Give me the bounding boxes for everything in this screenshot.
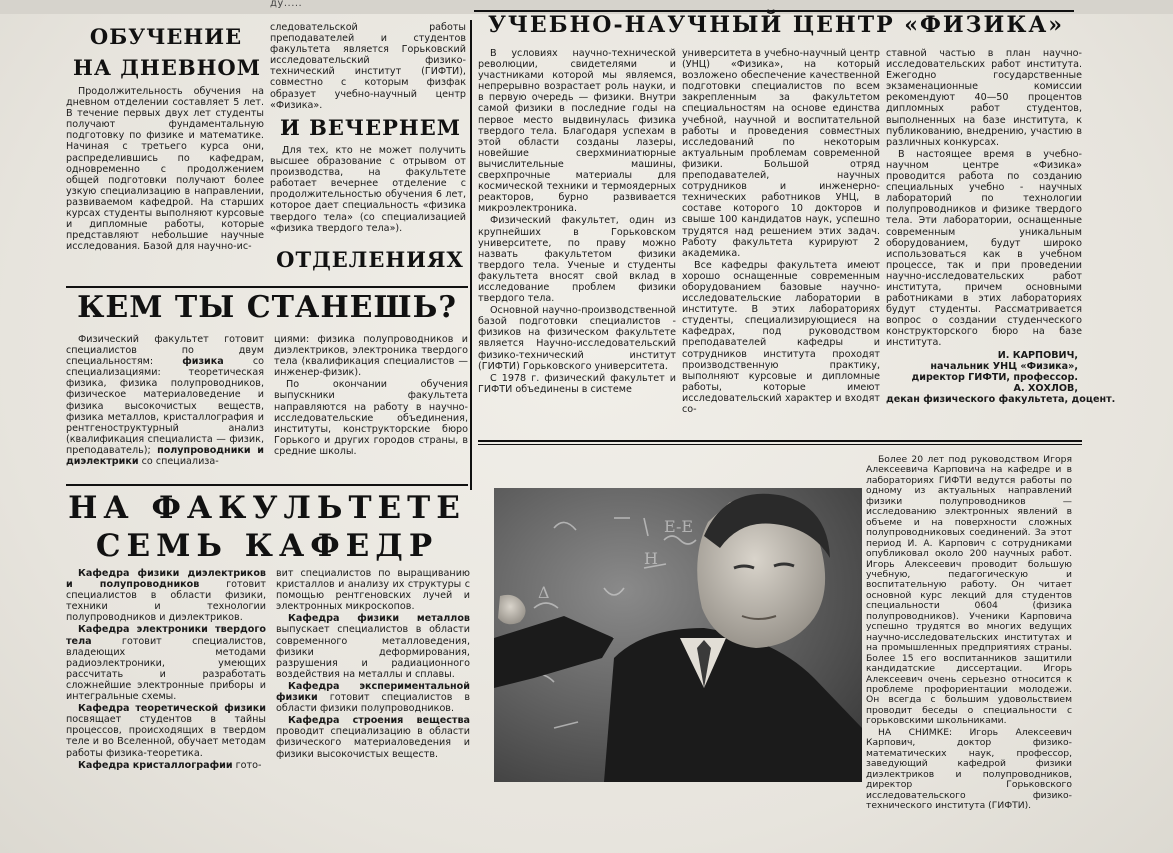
career-title: КЕМ ТЫ СТАНЕШЬ?	[77, 290, 457, 325]
dept-1-desc: готовит специалистов в области физики, техники и технологии полупроводников и диэлектриков.	[66, 579, 266, 624]
dept-2-name: Кафедра электроники твердого тела	[66, 624, 266, 647]
career-spec1-desc: со специализациями: теоретическая физика, физика полупроводников, физическое материаловедение и физика высокочистых веществ, физика металлов, кристаллография и рентгеноструктурный анализ (квалификация специалиста — физик, преподаватель);	[66, 356, 264, 456]
dept-4-name: Кафедра кристаллографии	[78, 759, 233, 771]
study-body	[66, 86, 264, 252]
svg-text:E-E: E-E	[664, 517, 694, 536]
dept-1	[66, 568, 266, 623]
dept-4-cont	[276, 568, 470, 612]
center-col3-p1: ставной частью в план научно-исследовательских работ института. Ежегодно государственные экзаменационные комиссии рекомендуют 40—50 процентов дипломных работ студентов, выполненных на базе института, к публикованию, внедрению, участию в различных конкурсах.	[886, 48, 1082, 148]
center-title: УЧЕБНО-НАУЧНЫЙ ЦЕНТР «ФИЗИКА»	[487, 12, 1065, 38]
dept-4-desc: гото-	[232, 759, 262, 771]
dept-3	[66, 703, 266, 758]
signature-name-1: И. КАРПОВИЧ,	[997, 350, 1078, 361]
dept-7-name: Кафедра строения вещества	[288, 715, 470, 727]
caption-paragraph-2: НА СНИМКЕ: Игорь Алексеевич Карпович, доктор физико-математических наук, профессор, заведующий кафедрой физики диэлектриков и полупроводников, директор Горьковского исследовательского физико-технического института (ГИФТИ).	[866, 726, 1072, 811]
career-col2	[274, 334, 468, 457]
departments-col2	[276, 568, 470, 760]
signature-name-2: А. ХОХЛОВ,	[1013, 383, 1078, 394]
evening-title: И ВЕЧЕРНЕМ	[280, 115, 461, 140]
dept-7	[276, 715, 470, 759]
career-spec2: полупроводники и диэлектрики	[66, 444, 264, 468]
photo-top-rule-2	[478, 444, 1082, 445]
faculty-title-2: СЕМЬ КАФЕДР	[95, 528, 439, 564]
dept-2-desc: готовит специалистов, владеющих методами радиоэлектроники, умеющих рассчитать и разработать сложнейшие электронные приборы и интегральные схемы.	[66, 635, 266, 703]
career-col2-p2: По окончании обучения выпускники факультета направляются на работу в научно-исследовательские объединения, институты, конструкторские бюро Горького и других городов страны, в средние школы.	[274, 379, 468, 457]
center-col2	[682, 48, 880, 415]
divider-2	[66, 484, 468, 486]
center-col3-p2: В настоящее время в учебно-научном центре «Физика» проводится работа по созданию специальных учебно - научных лабораторий по технологии полупроводников и физике твердого тела. Эти лаборатории, оснащенные современным уникальным оборудованием, будут широко использоваться как в учебном процессе, так и при проведении научно-исследовательских работ института, причем основными работниками в этих лабораториях будут студенты. Рассматривается вопрос о создании студенческого конструкторского бюро на базе института.	[886, 148, 1082, 349]
center-col1-p2: Физический факультет, один из крупнейших в Горьковском университете, по праву можно назвать факультетом физики твердого тела. Ученые и студенты факультета вносят свой вклад в исследование проблем физики твердого тела.	[478, 215, 676, 305]
signature-role-1b: директор ГИФТИ, профессор.	[911, 372, 1078, 383]
dept-2	[66, 624, 266, 702]
dept-5-desc: выпускает специалистов в области современного металловедения, физики деформирования, разрушения и радиационного воздействия на металлы и сплавы.	[276, 624, 470, 680]
study-paragraph: Продолжительность обучения на дневном отделении составляет 5 лет. В течение первых двух лет студенты получают фундаментальную подготовку по физике и математике. Начиная с третьего курса они, распределившись по кафедрам, одновременно с продолжением общей подготовки получают более узкую специализацию в направлении, развиваемом кафедрой. На старших курсах студенты выполняют курсовые и дипломные работы, которые представляют небольшие научные исследования. Базой для научно-ис-	[66, 86, 264, 253]
dept-4-cont-desc: вит специалистов по выращиванию кристаллов и анализу их структуры с помощью рентгеновских лучей и электронных микроскопов.	[276, 568, 470, 613]
dept-6-desc: готовит специалистов в области физики полупроводников.	[276, 692, 470, 715]
career-intro: Физический факультет готовит специалистов по двум специальностям:	[66, 334, 264, 368]
dept-4	[66, 760, 266, 771]
study-col2	[270, 22, 466, 111]
departments-title: ОТДЕЛЕНИЯХ	[276, 247, 464, 272]
career-spec2-desc: со специализа-	[138, 456, 219, 468]
signatures	[886, 350, 1116, 405]
dept-1-name: Кафедра физики диэлектриков и полупроводников	[66, 568, 266, 591]
study-title-2: НА ДНЕВНОМ	[73, 55, 261, 80]
dept-6	[276, 681, 470, 714]
study-col2-p1: следовательской работы преподавателей и студентов факультета является Горьковский исследовательский физико-технический институт (ГИФТИ), совместно с которым физфак образует учебно-научный центр «Физика».	[270, 22, 466, 111]
center-col1-p3: Основной научно-производственной базой подготовки специалистов - физиков на физическом факультете является Научно-исследовательский физико-технический институт (ГИФТИ) Горьковского университета.	[478, 305, 676, 372]
center-col1-p1: В условиях научно-технической революции, свидетелями и участниками которой мы являемся, непрерывно возрастает роль науки, и в первую очередь — физики. Внутри самой физики в последние годы на первое место выдвинулась физика твердого тела. Благодаря успехам в этой области созданы лазеры, новейшие сверхминиатюрные вычислительные машины, сверхпрочные материалы для космической техники и термоядерных реакторов, бурно развивается микроэлектроника.	[478, 48, 676, 215]
portrait-illustration	[494, 488, 862, 782]
center-col2-p1: университета в учебно-научный центр (УНЦ) «Физика», на который возложено обеспечение качественной подготовки специалистов по всем закрепленным за факультетом специальностям на основе единства учебной, научной и воспитательной работы и проведения совместных исследований по некоторым актуальным проблемам современной физики. Большой отряд преподавателей, научных сотрудников и инженерно-технических работников УНЦ, в составе которого 10 докторов и свыше 100 кандидатов наук, успешно трудятся над решением этих задач. Работу факультета курируют 2 академика.	[682, 48, 880, 259]
photo-caption	[866, 455, 1072, 811]
evening-body	[270, 145, 466, 234]
dept-7-desc: проводит специализацию в области физического материаловедения и физики высокочистых веществ.	[276, 726, 470, 760]
dept-3-name: Кафедра теоретической физики	[78, 703, 266, 715]
top-strip-text: ду.....	[270, 0, 303, 9]
evening-paragraph: Для тех, кто не может получить высшее образование с отрывом от производства, на факультете работает вечернее отделение с продолжительностью обучения 6 лет, которое дает специальность «физика твердого тела» (со специализацией «физика твердого тела»).	[270, 145, 466, 234]
departments-col1	[66, 568, 266, 771]
caption-paragraph-1: Более 20 лет под руководством Игоря Алексеевича Карповича на кафедре и в лабораториях ГИФТИ ведутся работы по одному из актуальных направлений физики полупроводников — исследованию электронных явлений в объеме и на поверхности сложных полупроводниковых соединений. За этот период И. А. Карпович с сотрудниками опубликовал около 200 научных работ. Игорь Алексеевич проводит большую учебную, педагогическую и воспитательную работу. Он читает основной курс лекций для студентов специальности 0604 (физика полупроводников). Ученики Карповича успешно трудятся во многих ведущих научно-исследовательских институтах и на промышленных предприятиях страны. Более 15 его воспитанников защитили кандидатские диссертации. Игорь Алексеевич очень серьезно относится к проблеме профориентации молодежи. Он всегда с большим удовольствием проводит беседы о специальности с горьковскими школьниками.	[866, 454, 1072, 727]
career-col2-p1: циями: физика полупроводников и диэлектриков, электроника твердого тела (квалификация специалистов — инженер-физик).	[274, 334, 468, 379]
vertical-divider	[470, 20, 472, 490]
center-col1	[478, 48, 676, 395]
career-col1-paragraph	[66, 334, 264, 467]
dept-5	[276, 613, 470, 680]
faculty-title-1: НА ФАКУЛЬТЕТЕ	[68, 490, 466, 526]
photo-top-rule	[478, 440, 1082, 442]
svg-text:H: H	[644, 549, 658, 568]
career-spec1: физика	[182, 356, 224, 368]
portrait-photo	[494, 488, 862, 782]
svg-text:Δ: Δ	[538, 583, 550, 602]
signature-role-1a: начальник УНЦ «Физика»,	[930, 361, 1078, 372]
center-col1-p4: С 1978 г. физический факультет и ГИФТИ объединены в системе	[478, 372, 676, 395]
divider-1	[66, 286, 468, 288]
study-title-1: ОБУЧЕНИЕ	[89, 24, 243, 49]
signature-role-2: декан физического факультета, доцент.	[886, 394, 1116, 405]
center-col3	[886, 48, 1082, 349]
dept-5-name: Кафедра физики металлов	[288, 613, 470, 625]
center-col2-p2: Все кафедры факультета имеют хорошо оснащенные современным оборудованием базовые научно-исследовательские лаборатории в институте. В этих лабораториях студенты, специализирующиеся на кафедрах, под руководством преподавателей кафедры и сотрудников института проходят производственную практику, выполняют курсовые и дипломные работы, которые имеют исследовательский характер и входят со-	[682, 259, 880, 415]
dept-3-desc: посвящает студентов в тайны процессов, происходящих в твердом теле и во Вселенной, обучает методам работы физика-теоретика.	[66, 714, 266, 759]
career-col1	[66, 334, 264, 467]
dept-6-name: Кафедра экспериментальной физики	[276, 680, 470, 704]
